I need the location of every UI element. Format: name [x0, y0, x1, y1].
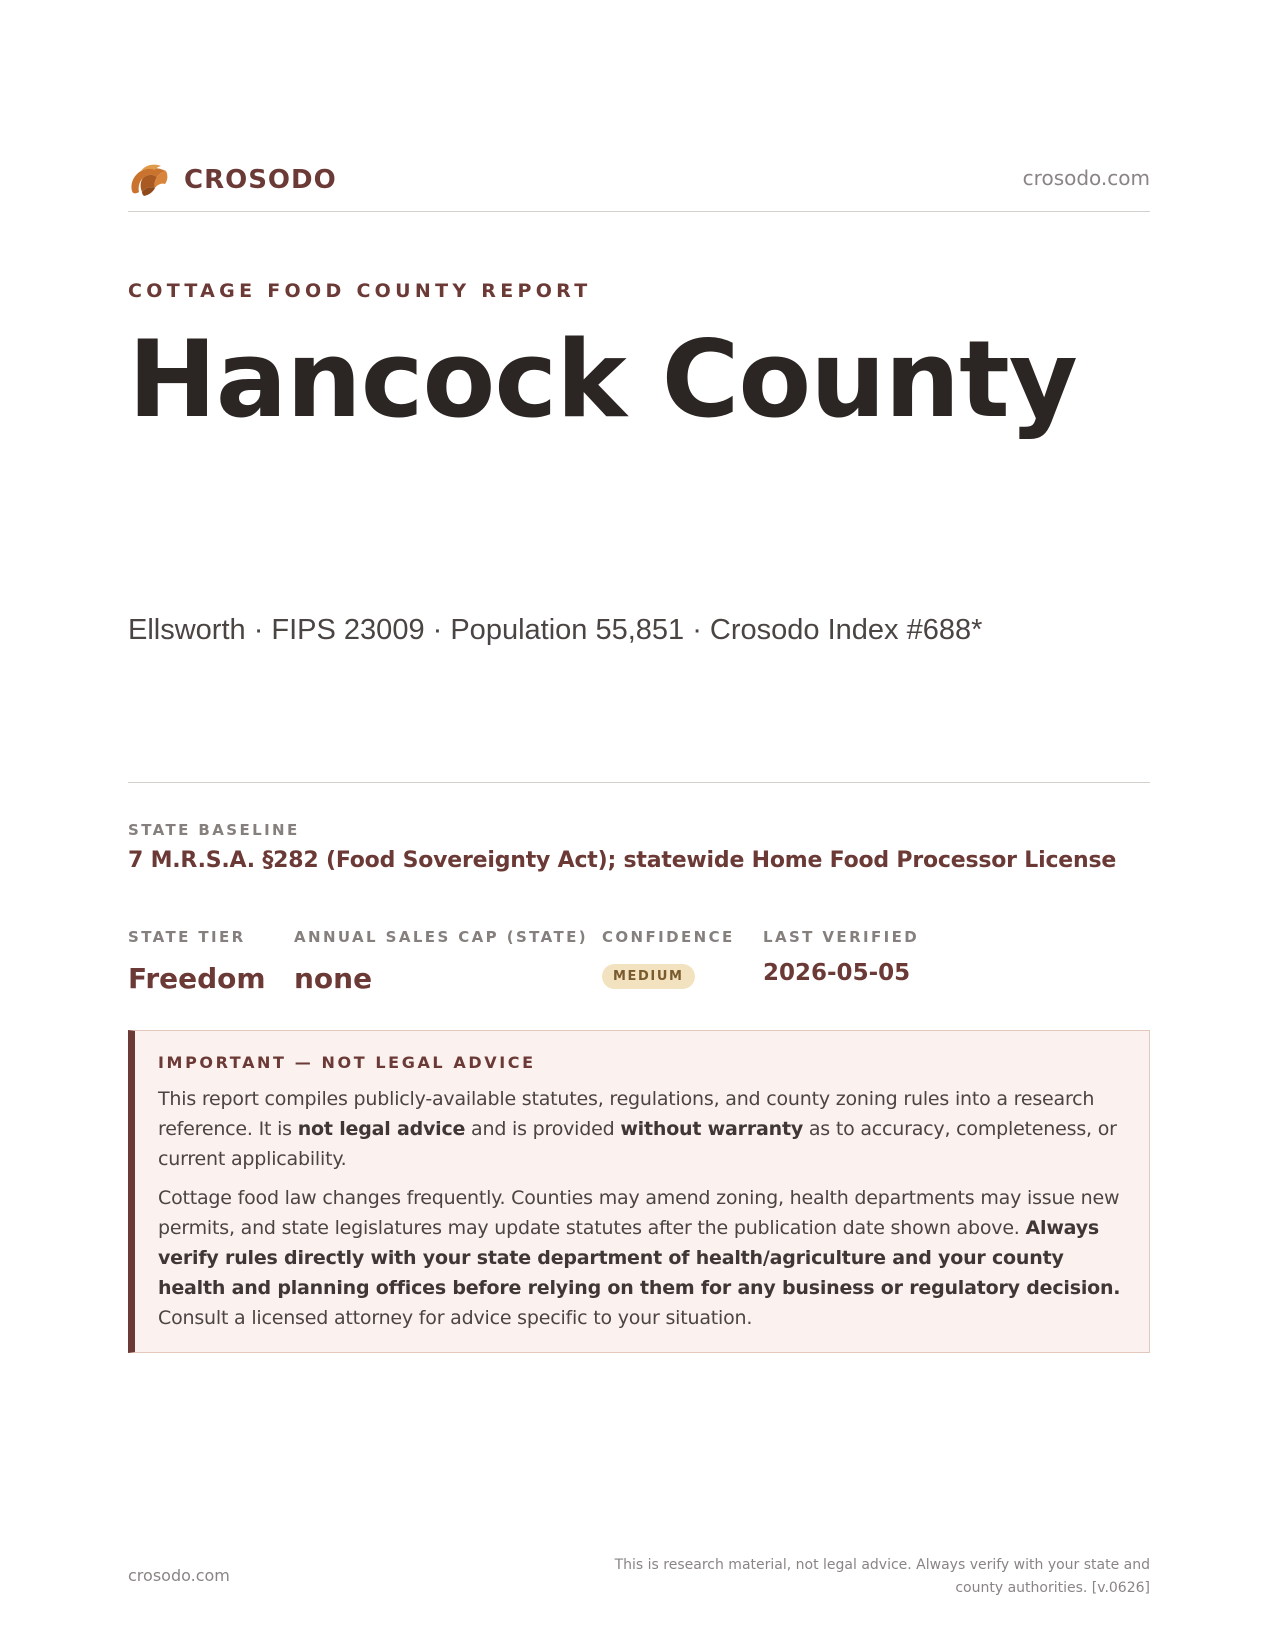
stat-value: Freedom	[128, 962, 266, 995]
baseline-value: 7 M.R.S.A. §282 (Food Sovereignty Act); statewide Home Food Processor License	[128, 848, 1117, 873]
footer-disclaimer: This is research material, not legal advice. Always verify with your state and county authorities. [v.0626]	[614, 1557, 1150, 1596]
page-header	[128, 160, 1150, 212]
brand-name: CROSODO	[184, 165, 337, 195]
stat-label: LAST VERIFIED	[763, 928, 920, 946]
stat-value: none	[294, 962, 373, 995]
confidence-badge: MEDIUM	[602, 964, 695, 989]
report-eyebrow: COTTAGE FOOD COUNTY REPORT	[128, 280, 592, 302]
notice-paragraph	[158, 1084, 1121, 1174]
stat-state-tier	[128, 928, 266, 995]
notice-emphasis: Always verify rules directly with your state department of health/agriculture and your county health and planning offices before relying on them for any business or regulatory decision.	[158, 1217, 1121, 1299]
section-divider	[128, 782, 1150, 783]
notice-text: Cottage food law changes frequently. Counties may amend zoning, health departments may issue new permits, and state legislatures may update statutes after the publication date shown above.	[158, 1187, 1120, 1239]
stats-row	[128, 928, 1150, 998]
notice-emphasis: without warranty	[620, 1118, 804, 1140]
stat-label: CONFIDENCE	[602, 928, 735, 946]
notice-text: as to accuracy, completeness, or current applicability.	[158, 1118, 1117, 1170]
stat-sales-cap	[294, 928, 588, 995]
footer-site-url[interactable]: crosodo.com	[128, 1566, 230, 1585]
notice-text: This report compiles publicly-available statutes, regulations, and county zoning rules into a research reference. It is	[158, 1088, 1095, 1140]
stat-value: 2026-05-05	[763, 960, 911, 986]
notice-text: Consult a licensed attorney for advice specific to your situation.	[158, 1307, 753, 1329]
stat-last-verified	[763, 928, 919, 986]
notice-paragraph	[158, 1183, 1121, 1333]
legal-notice	[128, 1030, 1150, 1353]
stat-label: ANNUAL SALES CAP (STATE)	[294, 928, 589, 946]
notice-emphasis: not legal advice	[297, 1118, 466, 1140]
report-page	[128, 0, 1150, 1650]
brand	[128, 160, 337, 200]
page-title: Hancock County	[128, 318, 1077, 441]
croissant-icon	[128, 161, 170, 199]
header-site-url[interactable]: crosodo.com	[1022, 166, 1150, 190]
baseline-label: STATE BASELINE	[128, 821, 300, 839]
stat-confidence	[602, 928, 735, 989]
notice-text: and is provided	[465, 1118, 621, 1140]
stat-label: STATE TIER	[128, 928, 246, 946]
notice-title: IMPORTANT — NOT LEGAL ADVICE	[158, 1053, 536, 1072]
report-subtitle: Ellsworth · FIPS 23009 · Population 55,851 · Crosodo Index #688*	[128, 614, 983, 646]
